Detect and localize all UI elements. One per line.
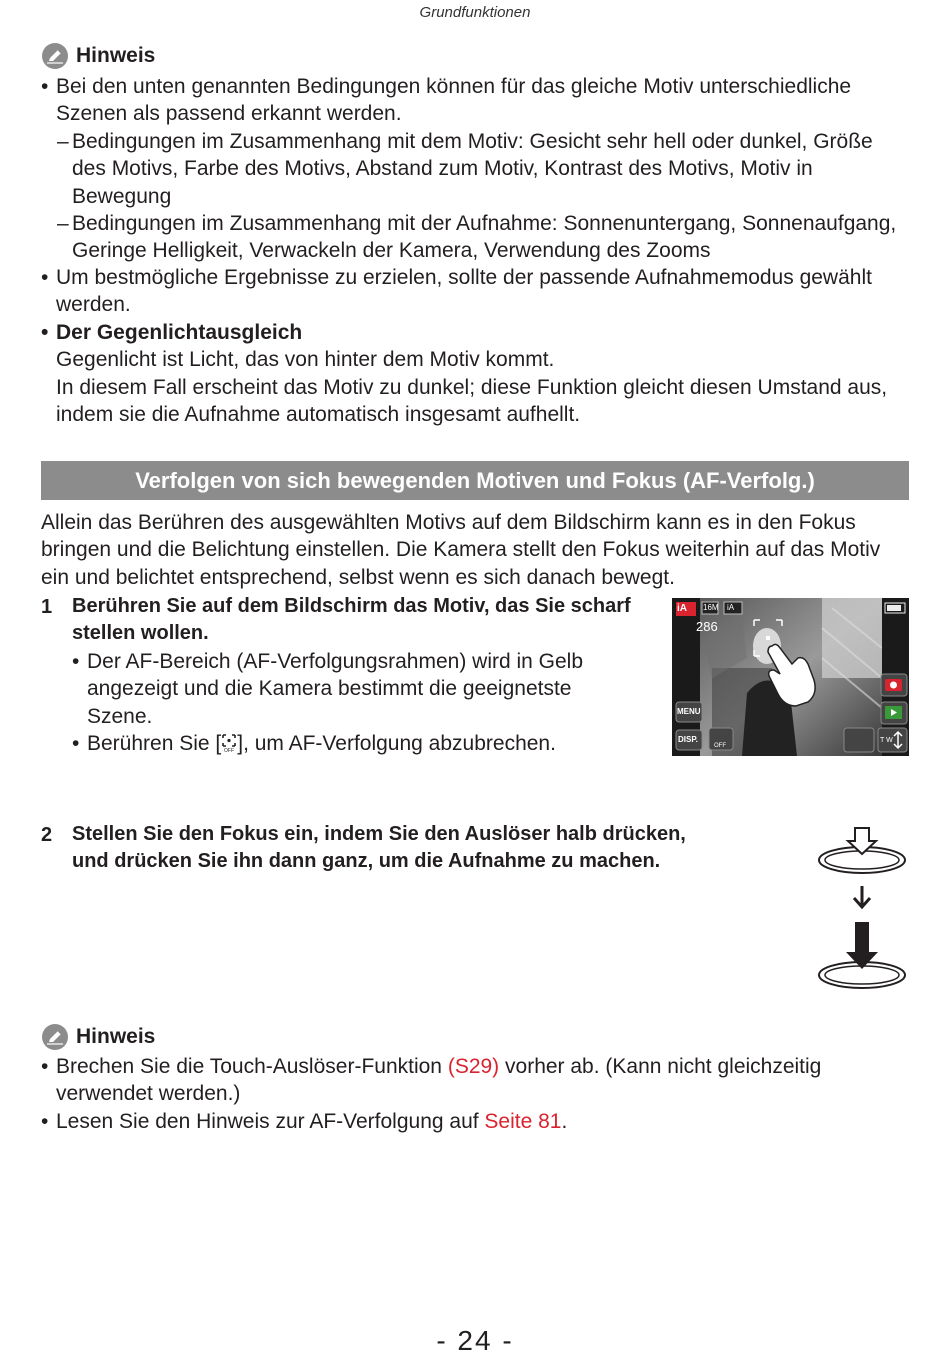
- step-number: 1: [41, 596, 53, 618]
- af-off-label: OFF: [714, 743, 726, 749]
- note-item: • Bei den unten genannten Bedingungen können für das gleiche Motiv unterschiedliche Szenen als passend erkannt werden.: [41, 75, 852, 126]
- af-tracking-off-icon: [221, 733, 237, 753]
- page-number: - 24 -: [436, 1325, 514, 1356]
- section-intro: Allein das Berühren des ausgewählten Motivs auf dem Bildschirm kann es in den Fokus bringen und die Belichtung einstellen. Die Kamera stellt den Fokus weiterhin auf das Motiv ein und belichtet entsprechend, selbst wenn es sich danach bewegt.: [41, 511, 881, 589]
- page-link-s29[interactable]: (S29): [447, 1055, 500, 1078]
- pencil-note-icon: [41, 1023, 69, 1051]
- step-bullet: • Der AF-Bereich (AF-Verfolgungsrahmen) wird in Gelb angezeigt und die Kamera bestimmt die geeignetste Szene.: [72, 650, 584, 728]
- menu-button: MENU: [677, 707, 701, 716]
- step-bullet: • Berühren Sie [ OFF ], um AF-Verfolgung abzubrechen.: [72, 732, 556, 755]
- note-item-backlight: • Der Gegenlichtausgleich Gegenlicht ist Licht, das von hinter dem Motiv kommt. In diesem Fall erscheint das Motiv zu dunkel; diese Funktion gleicht diesen Umstand aus, indem sie die Aufnahme automatisch insgesamt aufhellt.: [41, 321, 888, 426]
- step-title: Berühren Sie auf dem Bildschirm das Motiv, das Sie scharf stellen wollen.: [72, 595, 631, 645]
- note-item: • Lesen Sie den Hinweis zur AF-Verfolgung auf Seite 81.: [41, 1110, 568, 1133]
- note-item: • Brechen Sie die Touch-Auslöser-Funktion (S29) vorher ab. (Kann nicht gleichzeitig verwendet werden.): [41, 1055, 822, 1106]
- shot-count: 286: [696, 619, 718, 634]
- note-heading: Hinweis: [41, 42, 155, 70]
- zoom-label: T W: [880, 737, 893, 744]
- step-title: Stellen Sie den Fokus ein, indem Sie den Auslöser halb drücken, und drücken Sie ihn dann ganz, um die Aufnahme zu machen.: [72, 823, 686, 873]
- page-link-81[interactable]: Seite 81: [484, 1110, 562, 1133]
- note-subitem: – Bedingungen im Zusammenhang mit der Aufnahme: Sonnenuntergang, Sonnenaufgang, Geringe Helligkeit, Verwackeln der Kamera, Verwendung des Zooms: [57, 212, 897, 263]
- mode-icon: iA: [677, 603, 687, 614]
- size-indicator: 16M: [703, 603, 719, 612]
- camera-screen-illustration: [672, 598, 909, 756]
- section-title-bar: Verfolgen von sich bewegenden Motiven und Fokus (AF-Verfolg.): [41, 461, 909, 500]
- step-number: 2: [41, 824, 53, 846]
- page-header-title: Grundfunktionen: [419, 4, 531, 21]
- note-item: • Um bestmögliche Ergebnisse zu erzielen, sollte der passende Aufnahmemodus gewählt werden.: [41, 266, 872, 317]
- note-subitem: – Bedingungen im Zusammenhang mit dem Motiv: Gesicht sehr hell oder dunkel, Größe des Motivs, Farbe des Motivs, Abstand zum Motiv, Kontrast des Motivs, Motiv in Bewegung: [57, 130, 873, 208]
- svg-text:OFF: OFF: [224, 748, 235, 753]
- note-heading: Hinweis: [41, 1023, 155, 1051]
- pencil-note-icon: [41, 42, 69, 70]
- scene-indicator: iA: [727, 603, 735, 612]
- disp-button: DISP.: [678, 735, 698, 744]
- shutter-press-illustration: [815, 826, 910, 992]
